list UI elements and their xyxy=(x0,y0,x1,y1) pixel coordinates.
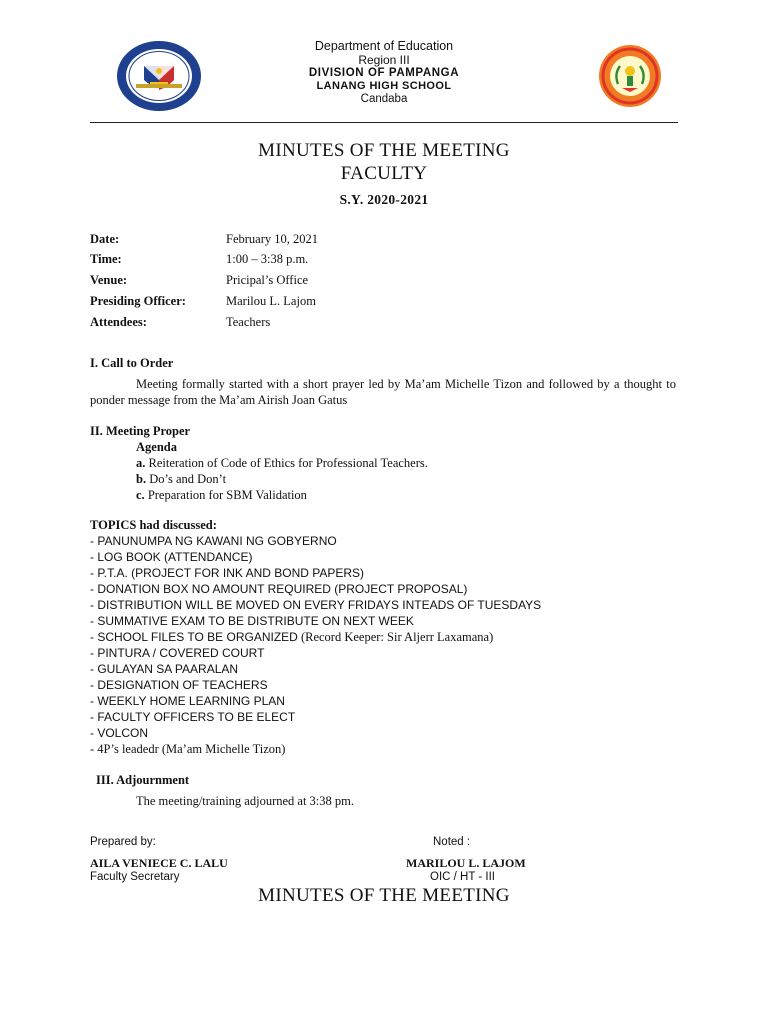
agenda-item: c. Preparation for SBM Validation xyxy=(136,488,307,502)
document-subtitle: FACULTY xyxy=(340,163,428,184)
time-value: 1:00 – 3:38 p.m. xyxy=(226,252,309,266)
header-region: Region III xyxy=(358,53,410,67)
topic-item: - SCHOOL FILES TO BE ORGANIZED (Record Keeper: Sir Aljerr Laxamana) xyxy=(90,630,494,644)
topic-item: - GULAYAN SA PAARALAN xyxy=(90,662,239,676)
adjournment-heading: III. Adjournment xyxy=(96,773,190,787)
school-year: S.Y. 2020-2021 xyxy=(339,192,429,207)
prepared-by-label: Prepared by: xyxy=(90,836,156,848)
header-school: LANANG HIGH SCHOOL xyxy=(316,80,452,92)
prepared-by-name: AILA VENIECE C. LALU xyxy=(90,856,228,870)
call-to-order-text: Meeting formally started with a short prayer led by Ma’am Michelle Tizon and followed by a thought to ponder message from the Ma’am Airish Joan Gatus xyxy=(90,377,676,407)
topic-item: - P.T.A. (PROJECT FOR INK AND BOND PAPERS) xyxy=(90,566,365,580)
header-divider xyxy=(90,122,678,123)
topic-item: - FACULTY OFFICERS TO BE ELECT xyxy=(90,710,296,724)
agenda-item: a. Reiteration of Code of Ethics for Professional Teachers. xyxy=(136,456,428,470)
topic-item: - PANUNUMPA NG KAWANI NG GOBYERNO xyxy=(90,534,337,548)
date-label: Date: xyxy=(90,232,120,246)
topic-item: - DESIGNATION OF TEACHERS xyxy=(90,678,268,692)
time-label: Time: xyxy=(90,252,122,266)
noted-by-title: OIC / HT - III xyxy=(430,871,495,883)
topic-item: - SUMMATIVE EXAM TO BE DISTRIBUTE ON NEXT WEEK xyxy=(90,614,414,628)
header-town: Candaba xyxy=(360,93,408,105)
topic-item: - DONATION BOX NO AMOUNT REQUIRED (PROJECT PROPOSAL) xyxy=(90,582,468,596)
venue-value: Pricipal’s Office xyxy=(226,273,309,287)
document-title: MINUTES OF THE MEETING xyxy=(258,140,510,161)
header-department: Department of Education xyxy=(314,39,454,53)
topic-item: - VOLCON xyxy=(90,726,149,740)
topic-item: - WEEKLY HOME LEARNING PLAN xyxy=(90,694,285,708)
noted-by-name: MARILOU L. LAJOM xyxy=(406,856,526,870)
adjournment-text: The meeting/training adjourned at 3:38 pm. xyxy=(136,794,354,808)
venue-label: Venue: xyxy=(90,273,128,287)
topic-item: - DISTRIBUTION WILL BE MOVED ON EVERY FRIDAYS INTEADS OF TUESDAYS xyxy=(90,598,542,612)
date-value: February 10, 2021 xyxy=(226,232,318,246)
topic-item: - PINTURA / COVERED COURT xyxy=(90,646,265,660)
prepared-by-title: Faculty Secretary xyxy=(90,871,180,883)
call-to-order-heading: I. Call to Order xyxy=(90,356,174,370)
topic-item: - LOG BOOK (ATTENDANCE) xyxy=(90,550,253,564)
topics-heading: TOPICS had discussed: xyxy=(90,518,217,532)
next-page-title: MINUTES OF THE MEETING xyxy=(258,885,510,906)
attendees-label: Attendees: xyxy=(90,315,147,329)
agenda-item: b. Do’s and Don’t xyxy=(136,472,227,486)
presiding-officer-label: Presiding Officer: xyxy=(90,294,186,308)
attendees-value: Teachers xyxy=(226,315,271,329)
header-division: DIVISION OF PAMPANGA xyxy=(308,67,460,79)
presiding-officer-value: Marilou L. Lajom xyxy=(226,294,316,308)
noted-label: Noted : xyxy=(433,836,471,848)
agenda-label: Agenda xyxy=(136,440,177,454)
topic-item: - 4P’s leadedr (Ma’am Michelle Tizon) xyxy=(90,742,286,756)
meeting-proper-heading: II. Meeting Proper xyxy=(90,424,191,438)
